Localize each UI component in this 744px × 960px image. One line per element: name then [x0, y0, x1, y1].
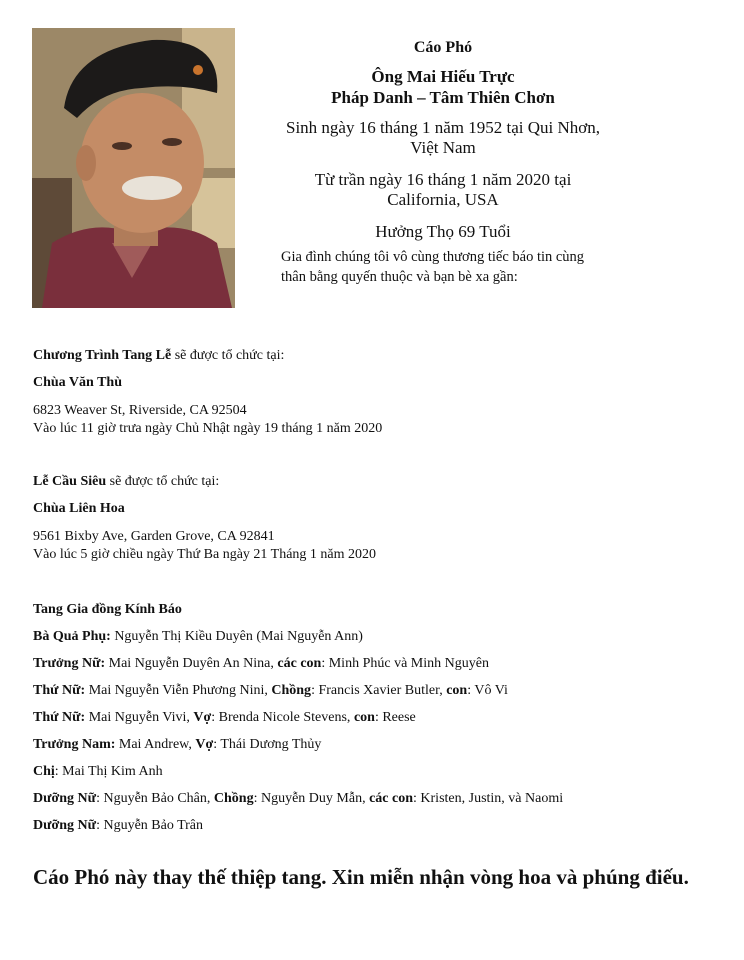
funeral-label-rest: sẽ được tổ chức tại: [171, 348, 285, 363]
header-block [270, 38, 616, 242]
prayer-address: 9561 Bixby Ave, Garden Grove, CA 92841 [33, 529, 275, 544]
family-heading [33, 600, 182, 620]
family-row-second-daughter [33, 681, 508, 701]
death-line-2: California, USA [387, 190, 499, 209]
third-daughter-child: : Reese [374, 710, 416, 725]
funeral-temple-name: Chùa Văn Thù [33, 375, 122, 390]
second-daughter-name: Mai Nguyễn Viễn Phương Nini, [85, 683, 272, 698]
eldest-daughter-name: Mai Nguyễn Duyên An Nina, [105, 656, 278, 671]
adopted1-label: Dưỡng Nữ [33, 791, 97, 806]
second-daughter-label: Thứ Nữ: [33, 683, 86, 698]
eldest-son-name: Mai Andrew, [115, 737, 196, 752]
third-daughter-wife-label: Vợ [193, 710, 212, 725]
birth-line-1: Sinh ngày 16 tháng 1 năm 1952 tại Qui Nhơn, [285, 118, 601, 137]
family-row-adopted-daughter-1 [33, 789, 563, 809]
funeral-time: Vào lúc 11 giờ trưa ngày Chủ Nhật ngày 19 tháng 1 năm 2020 [33, 421, 383, 436]
funeral-label: Chương Trình Tang Lễ [33, 348, 172, 363]
age-line: Hưởng Thọ 69 Tuổi [375, 222, 511, 241]
family-row-adopted-daughter-2 [33, 816, 203, 836]
second-daughter-child: : Vô Vi [467, 683, 508, 698]
eldest-son-wife: : Thái Dương Thủy [213, 737, 322, 752]
sister-name: : Mai Thị Kim Anh [54, 764, 163, 779]
family-row-eldest-son [33, 735, 321, 755]
eldest-son-label: Trưởng Nam: [33, 737, 116, 752]
prayer-label: Lễ Cầu Siêu [33, 474, 107, 489]
eldest-daughter-label: Trưởng Nữ: [33, 656, 106, 671]
family-row-third-daughter [33, 708, 416, 728]
adopted1-children-label: các con [369, 791, 414, 806]
adopted1-husband-label: Chồng [213, 791, 254, 806]
family-row-wife [33, 627, 363, 647]
eldest-son-wife-label: Vợ [195, 737, 214, 752]
deceased-name: Ông Mai Hiếu Trực [371, 67, 515, 86]
prayer-heading [33, 472, 219, 492]
adopted2-label: Dưỡng Nữ [33, 818, 97, 833]
funeral-temple [33, 373, 122, 393]
funeral-heading [33, 346, 284, 366]
second-daughter-husband: : Francis Xavier Butler, [311, 683, 447, 698]
family-row-sister [33, 762, 163, 782]
adopted1-children: : Kristen, Justin, và Naomi [413, 791, 564, 806]
adopted1-husband: : Nguyễn Duy Mẫn, [253, 791, 370, 806]
closing-note: Cáo Phó này thay thế thiệp tang. Xin miễn nhận vòng hoa và phúng điếu. [33, 865, 689, 889]
prayer-temple-name: Chùa Liên Hoa [33, 501, 125, 516]
wife-text: Nguyễn Thị Kiều Duyên (Mai Nguyễn Ann) [110, 629, 363, 644]
third-daughter-name: Mai Nguyễn Vivi, [85, 710, 194, 725]
wife-label: Bà Quả Phụ: [33, 629, 111, 644]
third-daughter-label: Thứ Nữ: [33, 710, 86, 725]
second-daughter-husband-label: Chồng [271, 683, 312, 698]
funeral-address: 6823 Weaver St, Riverside, CA 92504 [33, 403, 247, 418]
second-daughter-child-label: con [446, 683, 468, 698]
prayer-time: Vào lúc 5 giờ chiều ngày Thứ Ba ngày 21 Tháng 1 năm 2020 [33, 547, 377, 562]
portrait-photo [32, 28, 235, 308]
prayer-label-rest: sẽ được tổ chức tại: [106, 474, 220, 489]
prayer-temple [33, 499, 125, 519]
family-heading-text: Tang Gia đồng Kính Báo [33, 602, 182, 617]
death-line-1: Từ trần ngày 16 tháng 1 năm 2020 tại [314, 170, 572, 189]
intro-paragraph: Gia đình chúng tôi vô cùng thương tiếc báo tin cùng thân bằng quyến thuộc và bạn bè xa gần: [281, 249, 585, 285]
family-row-eldest-daughter [33, 654, 489, 674]
adopted1-name: : Nguyễn Bảo Chân, [96, 791, 214, 806]
eldest-daughter-children-label: các con [277, 656, 322, 671]
adopted2-name: : Nguyễn Bảo Trân [96, 818, 204, 833]
dharma-name: Pháp Danh – Tâm Thiên Chơn [331, 88, 555, 107]
third-daughter-wife: : Brenda Nicole Stevens, [211, 710, 354, 725]
third-daughter-child-label: con [353, 710, 375, 725]
sister-label: Chị [33, 764, 55, 779]
eldest-daughter-children: : Minh Phúc và Minh Nguyên [321, 656, 489, 671]
obituary-title: Cáo Phó [413, 39, 473, 56]
birth-line-2: Việt Nam [410, 138, 476, 157]
